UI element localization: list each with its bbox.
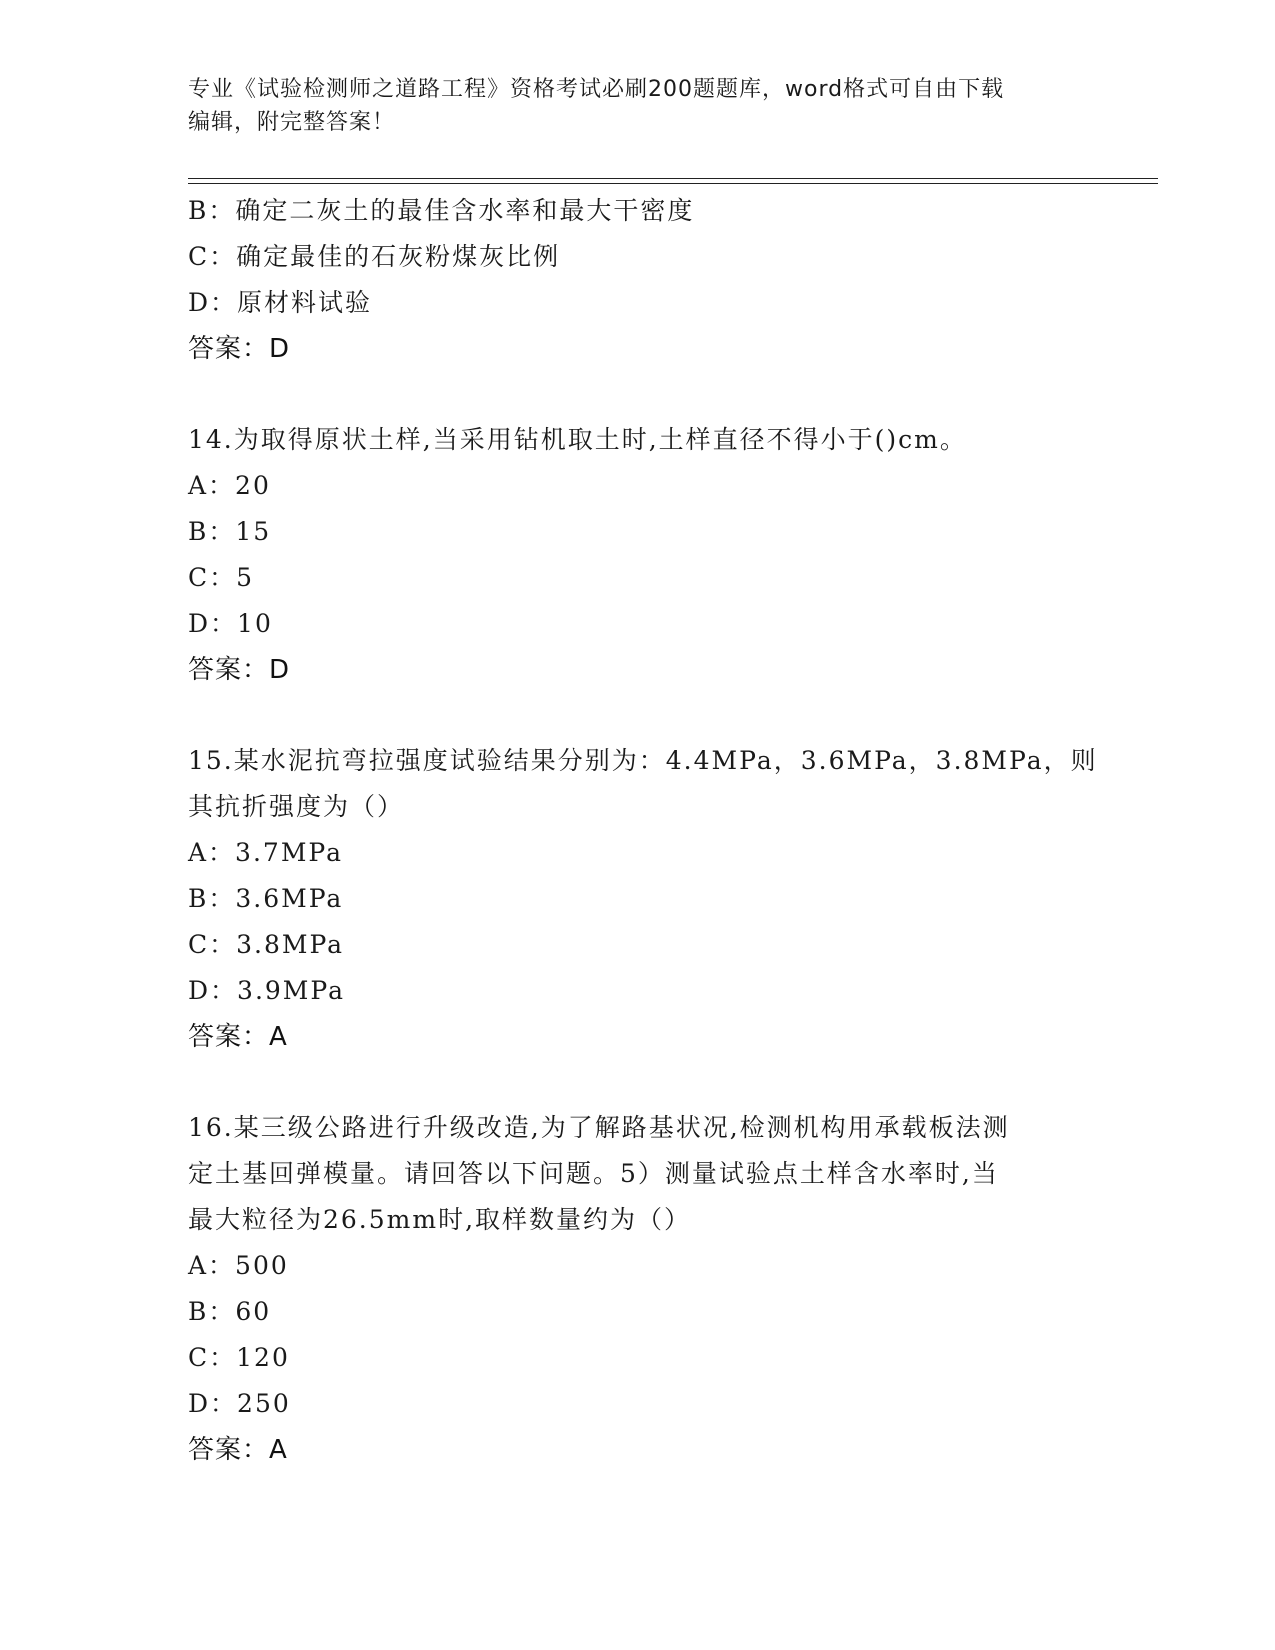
option-d: D：250 — [188, 1389, 291, 1418]
question-stem: 定土基回弹模量。请回答以下问题。5）测量试验点土样含水率时,当 — [188, 1159, 999, 1188]
question-spacer — [188, 372, 1088, 417]
option-c: C：3.8MPa — [188, 930, 345, 959]
option-c: C：120 — [188, 1343, 290, 1372]
question-stem: 15.某水泥抗弯拉强度试验结果分别为：4.4MPa，3.6MPa，3.8MPa，则 — [188, 746, 1098, 775]
question-13-tail — [188, 188, 1088, 372]
option-b: B：15 — [188, 517, 272, 546]
answer-line: 答案：D — [188, 655, 291, 685]
header-line-2: 编辑，附完整答案！ — [188, 110, 396, 135]
question-15 — [188, 738, 1098, 1060]
option-c: C：5 — [188, 563, 255, 592]
question-spacer — [188, 693, 1088, 738]
option-d: D：原材料试验 — [188, 288, 373, 317]
answer-line: 答案：A — [188, 1022, 288, 1052]
option-d: D：3.9MPa — [188, 976, 346, 1005]
question-spacer — [188, 1060, 1088, 1105]
option-b: B：3.6MPa — [188, 884, 344, 913]
question-14 — [188, 417, 1088, 693]
question-stem: 16.某三级公路进行升级改造,为了解路基状况,检测机构用承载板法测 — [188, 1113, 1010, 1142]
answer-line: 答案：A — [188, 1435, 288, 1465]
header-line-1: 专业《试验检测师之道路工程》资格考试必刷200题题库，word格式可自由下载 — [188, 77, 1005, 102]
question-16 — [188, 1105, 1088, 1473]
option-a: A：20 — [188, 471, 271, 500]
answer-line: 答案：D — [188, 334, 291, 364]
question-list — [188, 188, 1098, 1473]
option-b: B：60 — [188, 1297, 272, 1326]
option-c: C：确定最佳的石灰粉煤灰比例 — [188, 242, 561, 271]
question-stem: 最大粒径为26.5mm时,取样数量约为（） — [188, 1205, 692, 1234]
option-a: A：500 — [188, 1251, 289, 1280]
question-stem: 其抗折强度为（） — [188, 792, 405, 821]
option-d: D：10 — [188, 609, 273, 638]
option-b: B：确定二灰土的最佳含水率和最大干密度 — [188, 196, 695, 225]
document-header — [188, 73, 1088, 139]
header-divider-top — [188, 178, 1158, 179]
option-a: A：3.7MPa — [188, 838, 344, 867]
question-stem: 14.为取得原状土样,当采用钻机取土时,土样直径不得小于()cm。 — [188, 425, 967, 454]
header-divider-bottom — [188, 183, 1158, 184]
